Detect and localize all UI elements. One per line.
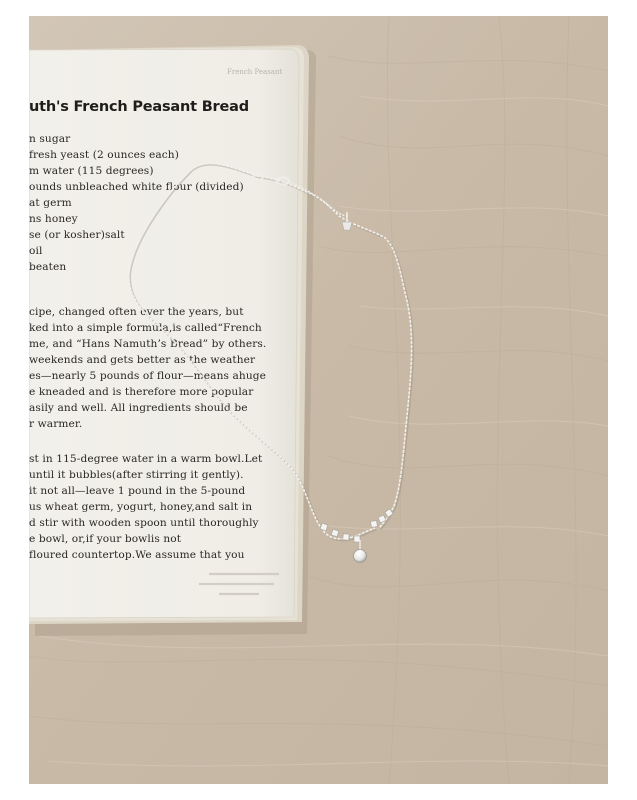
paragraph-line: e kneaded and is therefore more popular xyxy=(29,386,254,398)
ingredient-line: ounds unbleached white flour (divided) xyxy=(29,181,244,193)
zircon-pendant xyxy=(354,540,367,563)
paragraph-line: me, and “Hans Namuth’s Bread” by others. xyxy=(29,338,267,350)
paragraph-line: asily and well. All ingredients should be xyxy=(29,402,248,414)
paragraph-line: weekends and gets better as the weather xyxy=(29,354,256,366)
paragraph-line: r warmer. xyxy=(29,418,83,430)
paragraph-line: e bowl, or,if your bowlis not xyxy=(29,533,182,545)
paragraph-line: us wheat germ, yogurt, honey,and salt in xyxy=(29,501,253,513)
paragraph-line: ked into a simple formula,is called“French xyxy=(29,322,262,334)
ingredient-line: fresh yeast (2 ounces each) xyxy=(29,149,179,161)
paragraph-line: floured countertop.We assume that you xyxy=(29,549,245,561)
paragraph-line: d stir with wooden spoon until thoroughly xyxy=(29,517,259,529)
silver-necklace xyxy=(29,16,608,784)
ingredient-line: ns honey xyxy=(29,213,78,225)
paragraph-line: until it bubbles(after stirring it gently). xyxy=(29,469,244,481)
ingredient-line: m water (115 degrees) xyxy=(29,165,154,177)
running-head: French Peasant xyxy=(227,68,283,76)
ingredient-line: at germ xyxy=(29,197,72,209)
ingredient-line: n sugar xyxy=(29,133,71,145)
recipe-title: uth's French Peasant Bread xyxy=(29,99,249,115)
product-photo xyxy=(29,16,608,784)
paragraph-line: cipe, changed often over the years, but xyxy=(29,306,244,318)
paragraph-line: st in 115-degree water in a warm bowl.Let xyxy=(29,453,263,465)
ingredient-line: se (or kosher)salt xyxy=(29,229,125,241)
clasp xyxy=(254,173,353,231)
paragraph-line: es—nearly 5 pounds of flour—means ahuge xyxy=(29,370,267,382)
ingredient-line: oil xyxy=(29,245,43,257)
ingredient-line: beaten xyxy=(29,261,67,273)
paragraph-line: it not all—leave 1 pound in the 5-pound xyxy=(29,485,246,497)
